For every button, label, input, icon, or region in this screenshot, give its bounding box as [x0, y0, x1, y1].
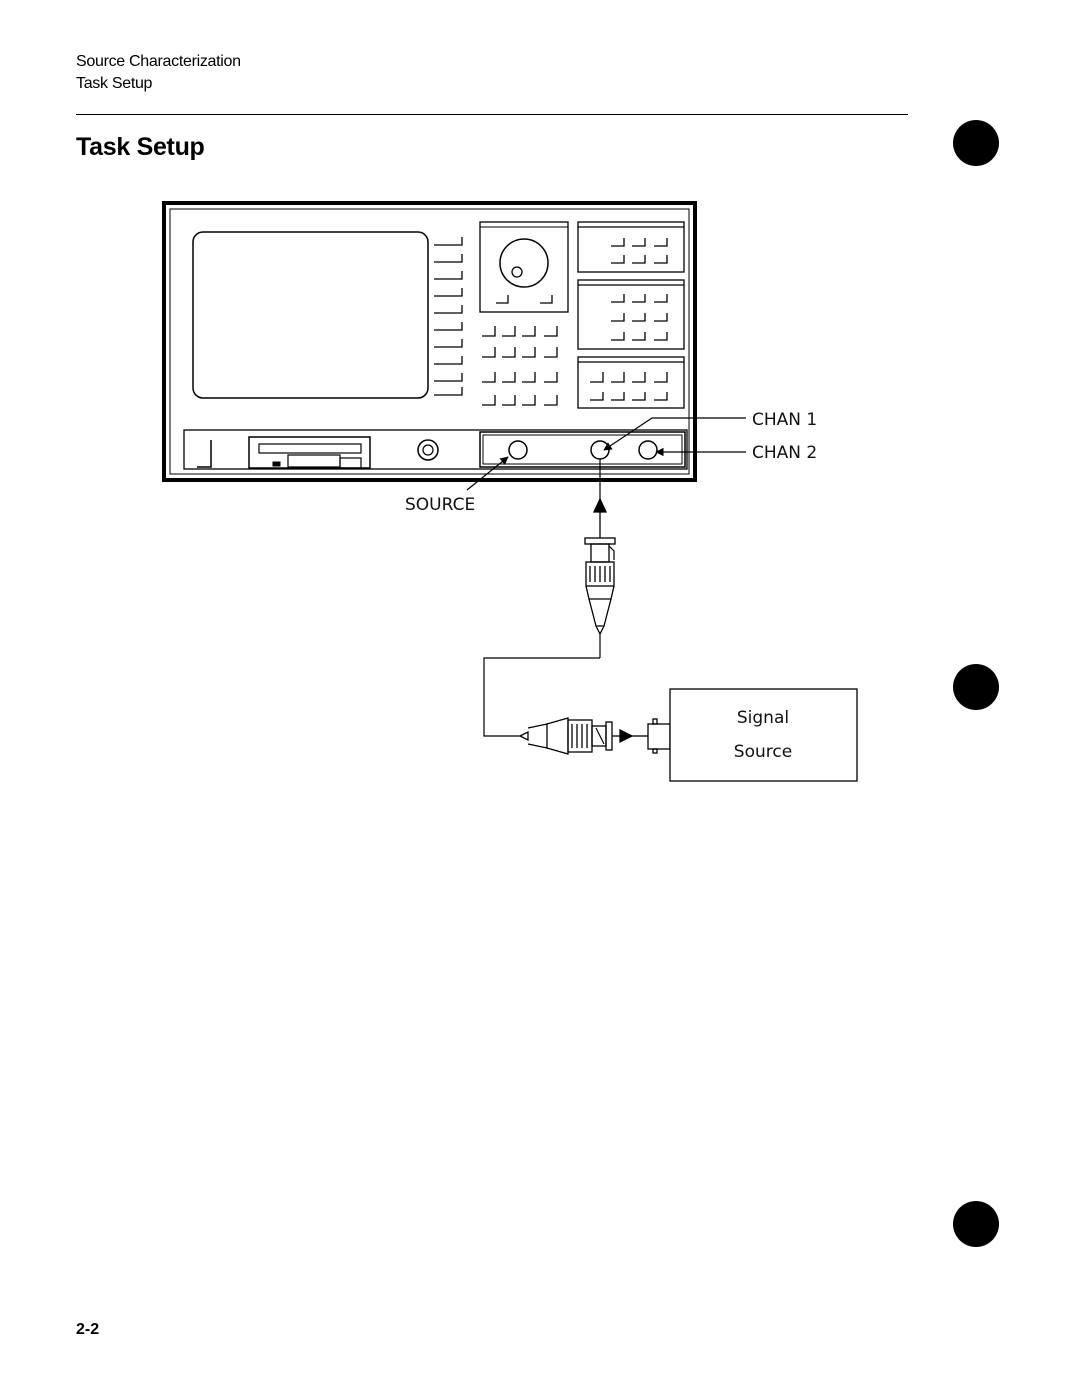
- chan2-connector: [639, 441, 657, 459]
- analyzer-screen: [193, 232, 428, 398]
- signal-source-box: [670, 689, 857, 781]
- chan1-label: CHAN 1: [752, 410, 818, 430]
- signal-source-label-line2: Source: [733, 742, 793, 762]
- connector-panel: [480, 432, 685, 467]
- page-title: Task Setup: [76, 133, 205, 161]
- chan2-label: CHAN 2: [752, 443, 818, 463]
- power-switch: [197, 440, 211, 467]
- cable-bnc-vertical: [484, 459, 615, 736]
- headphone-jack: [418, 440, 438, 460]
- cable-bnc-horizontal: [520, 718, 670, 754]
- analyzer-instrument: [164, 203, 695, 480]
- numeric-keypad: [482, 326, 557, 405]
- source-connector: [509, 441, 527, 459]
- chan1-connector: [591, 441, 609, 459]
- knob-panel: [480, 222, 568, 312]
- function-keys: [578, 222, 684, 408]
- source-label: SOURCE: [405, 495, 476, 515]
- header-section: Source Characterization: [76, 53, 241, 70]
- rotary-knob: [500, 239, 548, 287]
- softkeys: [434, 237, 462, 395]
- header-subsection: Task Setup: [76, 75, 153, 92]
- page-number: 2-2: [76, 1321, 100, 1338]
- signal-source-label-line1: Signal: [736, 708, 790, 728]
